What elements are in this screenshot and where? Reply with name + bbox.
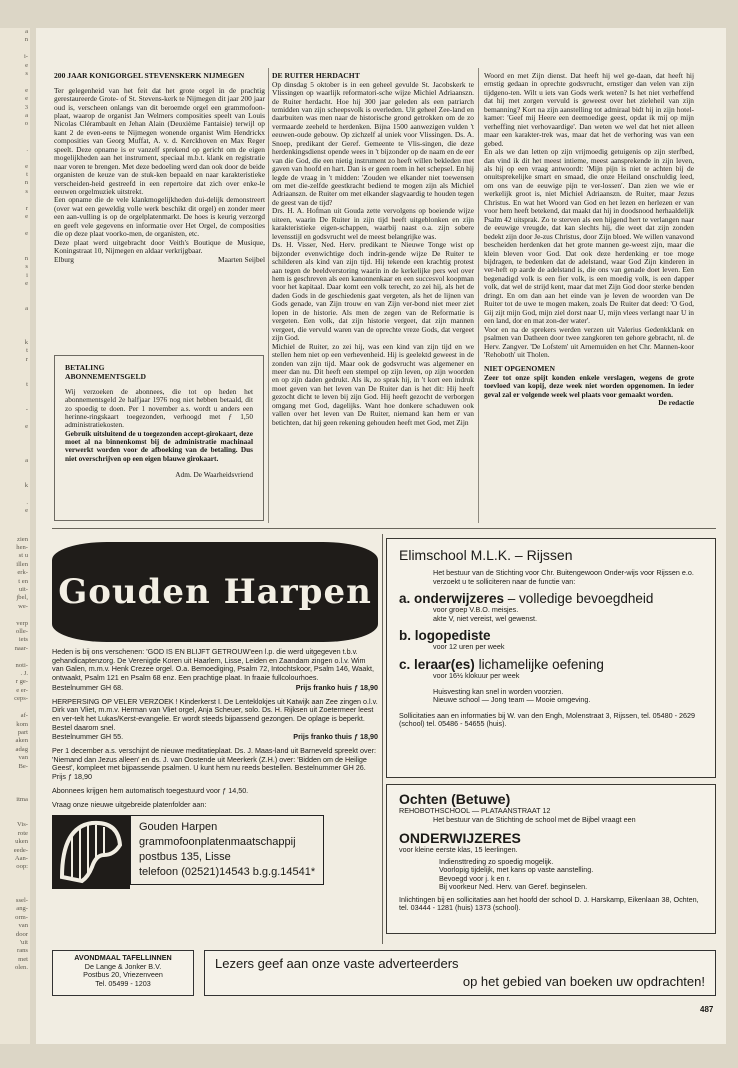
article-body: Woord en met Zijn dienst. Dat heeft hij wel ge-daan, dat heeft hij ernstig gedaan in oprechte godsvrucht, ernstiger dan velen van zijn tijdgeno-ten. Wilt u iets van Gods werk weten? Is het niet verheffend dat hij met zorgen vervuld is geweest over het zieleheil van zijn bemanning? Kort na zijn aanstelling tot admiraal bidt hij in zijn hotel-kamer: 'Geef mij Heere een deemoedige geest, opdat ik mij op mijn verheffing niet verhovaardige'. Dan weten we wel dat het niet alleen maar een karakter-trek was, maar dat het de verhoring was van een gebed. (484, 72, 694, 148)
vacancy-title: a. onderwijzeres (399, 591, 505, 607)
strip-fragment: jbel, (16, 594, 28, 602)
article-body: Drs. H. A. Hofman uit Gouda zette vervolgens op boeiende wijze uiteen, waarin De Ruiter in zijn tijd heeft uitgeblonken en zijn karakteristieke eigen-schappen, waarbij naast o.a. zijn sobere levensstijl en godsvrucht wel de meest belangrijke was. (272, 206, 474, 241)
article-orgel (54, 72, 265, 344)
vacancy-title: c. leraar(es) (399, 656, 475, 672)
strip-fragment: . J. (20, 670, 28, 678)
strip-fragment: t (26, 170, 28, 178)
strip-fragment (0, 364, 30, 372)
strip-fragment (0, 880, 30, 888)
strip-fragment: e (25, 86, 28, 94)
strip-fragment: Be- (18, 762, 28, 770)
vacancy-detail: lichamelijke oefening (474, 656, 604, 672)
strip-fragment (0, 389, 30, 397)
article-body: Deze plaat werd uitgebracht door Veith's Boutique de Musique, Koningstraat 10, Nijmegen en aldaar verkrijgbaar. (54, 237, 265, 256)
article-body: Michiel de Ruiter, zo zei hij, was een kind van zijn tijd en we stellen hem niet op een verhevenheid. Hij is geelektd geweest in de zonden van zijn tijd. Maar ook de godsvrucht was algemener en meer dan nu. Dit heeft een stempel op zijn leven, op zijn woorden en op zijn daden gedrukt. Als ik, zo sprak hij, in 't kort een indruk moet geven van het leven van De Ruiter dan is het dit: Hij heeft gezocht dicht te leven bij zijn God. Hij heeft gezocht de verborgen omgang met God, dagelijks. Want hoe donkere schaduwen ook vallen over het leven van De Ruiter, niemand kan hem er van betichten, dat hij geen rekening gehouden heeft met God, met Zijn (272, 341, 474, 427)
article-body: Ds. H. Visser, Ned. Herv. predikant te Nieuwe Tonge wist op bijzonder evenwichtige doch indrin-gende wijze De Ruiter te schilderen als kind van zijn tijd. Hij tekende een krachtig protest aan tegen de beeldverstoring waarin in de kerkelijke pers wel over hem is geschreven als een kanonnenkaar en een succesvol koopman voor het kapitaal. Daar komt een volk terecht, zo zei hij, als het de daden Gods in de geschiedenis gaat vergeten, als het de lijnen van Gods genade, van Zijn trouw en van Zijn ver-bond niet meer ziet lopen in de historie. Als men de zegen van de Reformatie is vergeten. Een volk, dat zijn historie vergeet, dat zijn mannen vergeet, die vervuld waren van de oprechte vreze Gods, dat vergeet zijn God. (272, 240, 474, 343)
ad-text: Abonnees krijgen hem automatisch toegestuurd voor ƒ 14,50. (52, 785, 249, 795)
ad-text: Bij voorkeur Ned. Herv. van Geref. beginselen. (439, 882, 588, 891)
avondmaal-ad (52, 950, 194, 996)
strip-fragment (0, 889, 30, 897)
ad-text: Sollicitaties aan en informaties bij W. van den Engh, Molenstraat 3, Rijssen, tel. 05480 - 2629 (school) tel. 05486 - 54655 (huis). (399, 710, 696, 729)
strip-fragment (0, 872, 30, 880)
ad-text: De Lange & Jonker B.V. (84, 961, 162, 971)
article-title: 200 JAAR KONIGORGEL STEVENSKERK NIJMEGEN (54, 72, 245, 80)
strip-fragment: 'uit (19, 939, 28, 947)
ad-text: akte V, niet vereist, wel gewenst. (433, 613, 538, 623)
strip-fragment: k (24, 481, 28, 489)
ad-text: Bevoegd voor j. k en r. (439, 873, 511, 883)
strip-fragment (0, 314, 30, 322)
strip-fragment: van (18, 754, 28, 762)
ad-subtitle: REHOBOTHSCHOOL — PLATAANSTRAAT 12 (399, 806, 551, 815)
strip-fragment (0, 45, 30, 53)
strip-fragment: olen. (14, 964, 28, 972)
betaling-notice (54, 355, 264, 521)
strip-fragment: Vis- (17, 821, 28, 829)
price: Prijs franko huis ƒ 18,90 (295, 682, 378, 692)
ad-text: voor 16½ klokuur per week (433, 670, 520, 680)
strip-fragment: olle- (15, 628, 28, 636)
strip-fragment (0, 221, 30, 229)
strip-fragment (0, 398, 30, 406)
strip-fragment: s (25, 70, 28, 78)
strip-fragment: erk- (17, 569, 28, 577)
vacancy-detail: – volledige bevoegdheid (504, 591, 654, 607)
strip-fragment: r (25, 204, 28, 212)
strip-fragment: s (25, 187, 28, 195)
publisher-line: telefoon (02521)14543 b.g.g.14541* (139, 866, 316, 879)
strip-fragment: ssel- (15, 897, 28, 905)
strip-fragment: Aan- (14, 855, 28, 862)
strip-fragment (0, 788, 30, 796)
elimschool-vacancy-ad (386, 538, 716, 778)
strip-fragment (0, 611, 30, 619)
strip-fragment: zien (17, 535, 28, 543)
strip-fragment (0, 196, 30, 204)
notice-title: ABONNEMENTSGELD (65, 371, 147, 381)
strip-fragment: e (25, 280, 28, 288)
strip-fragment (0, 373, 30, 381)
strip-fragment: door (15, 930, 28, 938)
article-de-ruiter-continued (484, 72, 694, 524)
strip-fragment: t en (18, 577, 28, 585)
strip-fragment (0, 238, 30, 246)
gouden-harpen-ad (52, 534, 378, 944)
strip-fragment: e er- (16, 686, 28, 694)
strip-fragment: aken (15, 737, 28, 745)
strip-fragment (0, 137, 30, 145)
article-body: Ter gelegenheid van het feit dat het grote orgel in de prachtig gerestaureerde Grote- of St. Stevens-kerk te Nijmegen dit jaar 200 jaar oud is, verscheen onlangs van dit beroemde orgel een grammofoon-plaat, waarop de organist Jan Welmers composities speelt van Louis Nicolas Clérambault en Jehan Alain (Deuxième Fantaisie) terwijl op kant 2 de even-eens te Nijmegen wonende organist Wim Hendrickx composities van Georg Muffat, A. v. d. Kerckhoven en Max Reger speelt. Deze opname is er vanzelf sprekend op gericht om de eigen mogelijkheden aan het instrument, speciaal m.b.t. klank en registratie naar voren te brengen. Met deze bedoeling werd dan ook door de beide organisten de keuze van de stuk-ken bepaald en naar karakteristieke verscheiden-heid gestreefd in een repertoire dat zich over enke-le eeuwen orgelmuziek uitstrekt. (54, 85, 265, 197)
adjacent-page-strip (0, 28, 30, 1044)
strip-fragment: a (25, 112, 28, 120)
strip-fragment: adag (15, 745, 28, 753)
strip-fragment: n (24, 36, 28, 44)
strip-fragment (0, 465, 30, 473)
ad-text: voor 12 uren per week (433, 642, 505, 652)
ad-text: Huisvesting kan snel in worden voorzien. (433, 686, 564, 696)
ad-text: Vraag onze nieuwe uitgebreide platenfolder aan: (52, 799, 207, 809)
publisher-line: Gouden Harpen (139, 821, 218, 834)
strip-fragment: orm- (15, 913, 28, 921)
ad-text: HERPERSING OP VELER VERZOEK ! Kinderkerst I. De Lenteklokjes uit Katwijk aan Zee zingen o.l.v. Dirk van Vliet, m.m.v. Herman van Vliet orgel, Anja Scheuer, solo. Ds. H. Rijksen uit Zoetermeer leest en ver-telt het Lukas/Kerst-evangelie. Er wordt steeds bijpassend gezongen. De oplage is beperkt. Bestel daarom snel. (52, 696, 378, 732)
ad-text: Heden is bij ons verschenen: 'GOD IS EN BLIJFT GETROUW'een l.p. die werd uitgegeven t.b.v. gehandicaptenzorg. De Verenigde Koren uit Haarlem, Lisse, Leiden en Zaandam zingen o.l.v. Wim van Galen, m.m.v. Henk Crezee orgel. O.a. Bemoediging, Psalm 72, Intochtskoor, Psalm 146, Waakt, ontwaakt, Psalm 121 en Psalm 68 enz. Een prachtige plaat. In fraaie fullcolourhoes. (52, 647, 374, 683)
strip-fragment (0, 129, 30, 137)
strip-fragment: noti- (15, 661, 28, 669)
strip-fragment: itma (16, 796, 28, 804)
column-divider (478, 68, 479, 523)
strip-fragment: rote (17, 829, 28, 837)
article-body: Op dinsdag 5 oktober is in een geheel gevulde St. Jacobskerk te Vlissingen op waarlijk reformatori-sche wijze Michiel Adriaanszn. de Ruiter herdacht. Hoe hij 300 jaar geleden als een patriarch temidden van zijn scheepsvolk is overleden. Uit geheel Zee-land en daarbuiten was men naar de historische grond getrokken om de zo vermaarde zeeheld te herdenken. Bijna 1500 aanwezigen vulden 't eeuwen-oude gebouw. Op zichzelf al uniek voor Vlissingen. Ds. A. Snoep, predikant der Geref. Gemeente te Vlis-singen, die deze herdenkingsdienst opende wees in 't bijzonder op de naam en de eer van die God, die een nietig instrument zo heeft willen bekleden met gaven van hoofd en hart. Dan is er geen roem in het schepsel. En hij legde de vraag in 't midden: 'Zouden we elkander niet toewensen om met die-zelfde geestkracht bediend te mogen zijn als Michiel Adriaanszn. de Ruiter om met elkander slagvaardig te houden tegen de geest van de tijd? (272, 79, 474, 207)
strip-fragment (0, 322, 30, 330)
article-place: Elburg (54, 254, 74, 264)
strip-fragment: e (25, 95, 28, 103)
notice-body-bold: Zeer tot onze spijt konden enkele verslagen, wegens de grote toevloed van kopij, deze week niet worden opgenomen. In ieder geval zal er volgende week wel plaats voor gemaakt worden. (484, 373, 694, 399)
column-divider (268, 68, 269, 523)
vacancy-title: ONDERWIJZERES (399, 830, 521, 846)
ad-text: Indiensttreding zo spoedig mogelijk. (439, 856, 554, 866)
ad-text: Het bestuur van de Stichting de school met de Bijbel vraagt een (433, 814, 636, 824)
lezers-ad (204, 950, 716, 996)
article-body: Een opname die de vele klankmogelijkheden dui-delijk demonstreert (over wat een geweldig volle werk beschikt dit orgel) en zonder meer een aan-vulling is op de orgelplatenmarkt. De hoes is keurig verzorgd en geeft vele gegevens en informatie over Het Orgel, de composities die op deze plaat voorko-men, de organisten, etc. (54, 195, 265, 239)
strip-fragment: o (24, 120, 28, 128)
order-number: Bestelnummer GH 68. (52, 682, 124, 692)
article-de-ruiter (272, 72, 474, 524)
ad-text: Lezers geef aan onze vaste adverteerders (215, 956, 459, 971)
strip-fragment (0, 247, 30, 255)
strip-fragment: n (24, 254, 28, 262)
strip-fragment: af- (20, 712, 28, 720)
strip-fragment: t (26, 347, 28, 355)
strip-fragment (0, 490, 30, 498)
vacancy-title: b. logopediste (399, 628, 491, 644)
strip-fragment: hen- (16, 543, 28, 551)
strip-fragment (0, 805, 30, 813)
strip-fragment (0, 289, 30, 297)
ad-text: voor kleine eerste klas, 15 leerlingen. (399, 845, 518, 854)
ad-text: Tel. 05499 - 1203 (95, 978, 151, 988)
strip-fragment: st u (18, 552, 28, 560)
strip-fragment: n (24, 179, 28, 187)
strip-fragment: - (25, 406, 28, 414)
price: Prijs franko thuis ƒ 18,90 (293, 732, 378, 742)
strip-fragment: r (25, 355, 28, 363)
article-author: Maarten Seijbel (218, 254, 265, 264)
strip-fragment: e (25, 162, 28, 170)
strip-fragment: illen (16, 560, 28, 568)
strip-fragment: rans (17, 947, 28, 955)
strip-fragment (0, 704, 30, 712)
strip-fragment (0, 448, 30, 456)
strip-fragment: . (26, 498, 28, 506)
strip-fragment (0, 813, 30, 821)
ad-text: op het gebied van boeken uw opdrachten! (462, 974, 705, 989)
ad-title: AVONDMAAL TAFELLINNEN (74, 953, 172, 962)
strip-fragment: verp (16, 619, 28, 627)
publisher-address (130, 815, 324, 885)
harp-logo-icon (52, 815, 130, 889)
ad-text: Het bestuur van de Stichting voor Chr. Buitengewoon Onder-wijs voor Rijssen e.o. verzoekt u te solliciteren naar de functie van: (433, 568, 694, 586)
publisher-line: grammofoonplatenmaatschappij (139, 836, 296, 849)
strip-fragment: 3 (24, 103, 28, 111)
strip-fragment (0, 474, 30, 482)
strip-fragment (0, 154, 30, 162)
gouden-harpen-banner: Gouden Harpen (52, 542, 378, 642)
strip-fragment: e (25, 212, 28, 220)
strip-fragment: kom (16, 720, 28, 728)
strip-fragment: t (26, 381, 28, 389)
ad-text: Postbus 20, Vriezenveen (83, 970, 163, 980)
page-number: 487 (700, 1005, 714, 1014)
strip-fragment (0, 432, 30, 440)
strip-fragment: s (25, 263, 28, 271)
strip-fragment: e (25, 229, 28, 237)
notice-signature: Adm. De Waarheidsvriend (175, 469, 253, 479)
notice-title: BETALING (65, 363, 105, 372)
strip-fragment: a (25, 28, 28, 35)
strip-fragment: k (24, 339, 28, 347)
strip-fragment: part (17, 728, 28, 736)
strip-fragment (0, 440, 30, 448)
strip-fragment: uken (15, 838, 28, 846)
notice-signature: De redactie (658, 398, 694, 408)
strip-fragment: e (25, 423, 28, 431)
article-body: En als we dan letten op zijn vrijmoedig getuigenis op zijn sterfbed, dan vind ik dit het meest intieme, meest aansprekende in zijn leven, als hij op een vraag antwoordt: 'Mijn pijn is niet te achten bij de onuitsprekelijke smart en smaad, die onze Heiland onschuldig leed, om ons van de eeuwige pijn te ver-lossen'. Dan zien we wie er werkelijk groot is, niet Michiel Adriaanszn. de Ruiter, maar Jezus Christus. En wat het Woord van God en het lezen en herlezen er van voor hem heeft betekend, dat maakt dat hij in doodsnood herhaaldelijk Psalm 42 uitsprak. Zo te sterven als een hijgend hert te verlangen naar de eeuwige vreugde, dat kan slechts hij, die weet dat zijn zonden bedekt zijn door Je-zus Christus, door Zijn bloed. We willen vanavond bescheiden herdenken dat het grote mannen ge-weest zijn, maar die klein bleven voor God. Dat ook deze herdenking er toe moge bijdragen, te bedenken dat de adelstand, waar God Zijn kinderen in ver-heft op aarde de adelstand is, die ons van genade doet leven. Een begenadigd volk is een fier volk, is een moedig volk, is een dapper volk, dat wel de strijd kent, maar dat met Zijn God door sterke benden dringt. En om dan aan het einde van je leven de woorden van De Ruiter tot de uwe te mogen maken, zoals De Ruiter dat deed: 'O God, Gij zijt mijn God, mijn ziel dorst naar U, mijn vlees verlangt naar U in een land, dor en mat zon-der water'. (484, 147, 694, 326)
ad-text: Inlichtingen bij en sollicitaties aan het hoofd der school D. J. Harskamp, Eikenlaan 38, Ochten, tel. 03444 - 1281 (huis) 1373 (school). (399, 894, 699, 912)
strip-fragment: eede- (13, 846, 28, 854)
strip-fragment: i- (23, 53, 28, 61)
notice-heading: NIET OPGENOMEN (484, 364, 555, 374)
ad-text: voor groep V.B.O. meisjes. (433, 605, 519, 615)
strip-fragment: e (25, 507, 28, 515)
ad-title: Ochten (Betuwe) (399, 791, 511, 807)
strip-fragment: ang- (16, 905, 28, 913)
order-number: Bestelnummer GH 55. (52, 732, 124, 742)
strip-fragment: a (25, 456, 28, 464)
strip-fragment (0, 771, 30, 779)
ad-text: Voorlopig tijdelijk, met kans op vaste aanstelling. (439, 865, 594, 874)
strip-fragment (0, 415, 30, 423)
strip-fragment (0, 779, 30, 787)
article-title: DE RUITER HERDACHT (272, 72, 360, 80)
notice-body-bold: Gebruik uitsluitend de u toegezonden accept-girokaart, deze moet al na binnenkomst bij de administratie machinaal verwerkt worden voor de afboeking van de betaling. Dus niet overschrijven op een eigen blauwe girokaart. (65, 428, 253, 463)
strip-fragment: van (18, 922, 28, 930)
strip-fragment: . (26, 145, 28, 153)
strip-fragment: oop: (16, 863, 28, 871)
notice-body: Wij verzoeken de abonnees, die tot op heden het abonnementsgeld 2e halfjaar 1976 nog niet hebben betaald, dit zo spoedig te doen. Per 1 november a.s. wordt u anders een herinne-ringskaart toegezonden, verhoogd met ƒ 1,50 administratiekosten. (65, 387, 253, 430)
ochten-vacancy-ad (386, 784, 716, 934)
strip-fragment (0, 653, 30, 661)
strip-fragment (0, 297, 30, 305)
strip-fragment: naar- (14, 644, 28, 652)
strip-fragment (0, 331, 30, 339)
ad-text: Nieuwe school — Jong team — Mooie omgeving. (433, 695, 591, 705)
strip-fragment (0, 78, 30, 86)
publisher-line: postbus 135, Lisse (139, 851, 231, 864)
strip-fragment: r ge- (15, 678, 28, 686)
ad-title: Elimschool M.L.K. – Rijssen (399, 547, 573, 563)
article-body: Voor en na de sprekers werden verzen uit Valerius Gedenkklank en psalmen van Datheen door twee zangkoren ten gehore gebracht, nl. de Herv. Zangver. 'De Lofstem' uit Arnemuiden en het Chr. Mannen-koor 'Rehoboth' uit Tholen. (484, 324, 694, 359)
strip-fragment: e (25, 61, 28, 69)
strip-fragment: i (26, 271, 28, 279)
section-divider (52, 528, 716, 529)
ad-divider (382, 534, 383, 944)
strip-fragment: met (18, 955, 28, 963)
strip-fragment: iets (18, 636, 28, 644)
ad-text: Per 1 december a.s. verschijnt de nieuwe meditatieplaat. Ds. J. Maas-land uit Barneveld spreekt over: 'Niemand dan Jezus alleen' en ds. J. van Oostende uit Meerkerk (Z.H.) over: 'Bidden om de Heilige Geest', kompleet met bijpassende psalmen. U kunt hem nu reeds bestellen. Bestelnummer GH 26. Prijs ƒ 18,90 (52, 746, 376, 782)
strip-fragment: uit- (18, 586, 28, 593)
strip-fragment: ceps- (14, 695, 28, 703)
strip-fragment: a (25, 305, 28, 313)
strip-fragment: we- (18, 602, 28, 610)
